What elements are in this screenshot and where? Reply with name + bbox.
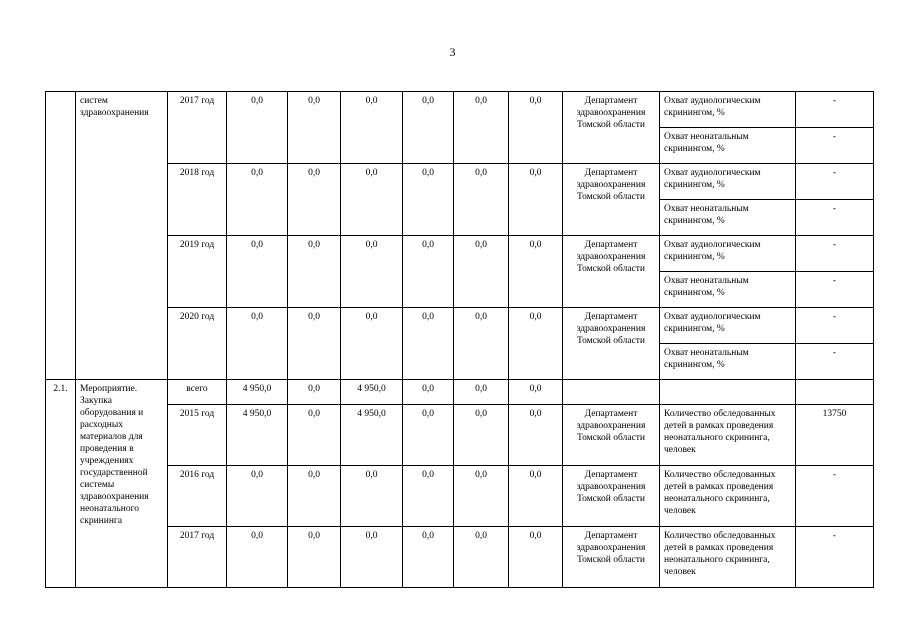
year-cell: 2017 год: [168, 527, 227, 588]
indicator-value-cell: -: [796, 128, 874, 164]
value-cell: 0,0: [227, 308, 288, 380]
page-number: 3: [449, 45, 456, 59]
value-cell: 0,0: [288, 164, 341, 236]
department-cell: [563, 380, 660, 405]
indicator-name-cell: Количество обследованных детей в рамках проведения неонатального скрининга, человек: [660, 405, 796, 466]
row-number-cell: 2.1.: [46, 380, 76, 588]
value-cell: 0,0: [288, 380, 341, 405]
indicator-value-cell: [796, 380, 874, 405]
indicator-value-cell: -: [796, 272, 874, 308]
value-cell: 0,0: [509, 236, 563, 308]
indicator-value-cell: -: [796, 527, 874, 588]
value-cell: 0,0: [454, 527, 509, 588]
value-cell: 0,0: [454, 92, 509, 164]
row-number-cell: [46, 92, 76, 380]
value-cell: 0,0: [509, 380, 563, 405]
value-cell: 0,0: [403, 92, 454, 164]
year-cell: 2016 год: [168, 466, 227, 527]
value-cell: 0,0: [341, 92, 403, 164]
indicator-name-cell: Количество обследованных детей в рамках проведения неонатального скрининга, человек: [660, 527, 796, 588]
year-cell: 2019 год: [168, 236, 227, 308]
year-cell: 2020 год: [168, 308, 227, 380]
value-cell: 0,0: [454, 236, 509, 308]
value-cell: 0,0: [509, 92, 563, 164]
indicator-value-cell: -: [796, 200, 874, 236]
indicator-name-cell: Охват аудиологическим скринингом, %: [660, 308, 796, 344]
value-cell: 4 950,0: [227, 405, 288, 466]
indicator-value-cell: -: [796, 236, 874, 272]
year-cell: всего: [168, 380, 227, 405]
value-cell: 0,0: [227, 236, 288, 308]
value-cell: 0,0: [288, 527, 341, 588]
value-cell: 0,0: [403, 164, 454, 236]
value-cell: 0,0: [341, 466, 403, 527]
table-row: [46, 236, 874, 272]
value-cell: 0,0: [509, 405, 563, 466]
table-row: [46, 308, 874, 344]
indicator-name-cell: Охват аудиологическим скринингом, %: [660, 92, 796, 128]
department-cell: Департамент здравоохранения Томской области: [563, 527, 660, 588]
value-cell: 0,0: [288, 405, 341, 466]
value-cell: 0,0: [403, 236, 454, 308]
table-row: [46, 164, 874, 200]
department-cell: Департамент здравоохранения Томской области: [563, 92, 660, 164]
year-cell: 2017 год: [168, 92, 227, 164]
value-cell: 0,0: [403, 466, 454, 527]
value-cell: 0,0: [227, 92, 288, 164]
indicator-name-cell: Охват неонатальным скринингом, %: [660, 344, 796, 380]
indicator-name-cell: [660, 380, 796, 405]
department-cell: Департамент здравоохранения Томской области: [563, 308, 660, 380]
value-cell: 4 950,0: [341, 380, 403, 405]
program-table: [45, 91, 874, 588]
table-row: [46, 527, 874, 588]
year-cell: 2018 год: [168, 164, 227, 236]
activity-name-cell: Мероприятие. Закупка оборудования и расходных материалов для проведения в учреждениях государственной системы здравоохранения неонатального скрининга: [76, 380, 168, 588]
indicator-name-cell: Охват неонатальным скринингом, %: [660, 272, 796, 308]
indicator-name-cell: Охват аудиологическим скринингом, %: [660, 236, 796, 272]
value-cell: 0,0: [341, 236, 403, 308]
value-cell: 0,0: [403, 380, 454, 405]
table-row: [46, 405, 874, 466]
value-cell: 0,0: [509, 527, 563, 588]
indicator-value-cell: 13750: [796, 405, 874, 466]
value-cell: 0,0: [227, 164, 288, 236]
value-cell: 0,0: [288, 308, 341, 380]
indicator-value-cell: -: [796, 308, 874, 344]
department-cell: Департамент здравоохранения Томской области: [563, 466, 660, 527]
indicator-value-cell: -: [796, 92, 874, 128]
indicator-name-cell: Охват неонатальным скринингом, %: [660, 128, 796, 164]
value-cell: 0,0: [403, 527, 454, 588]
value-cell: 0,0: [403, 405, 454, 466]
indicator-value-cell: -: [796, 164, 874, 200]
indicator-value-cell: -: [796, 344, 874, 380]
indicator-name-cell: Охват аудиологическим скринингом, %: [660, 164, 796, 200]
table-row: [46, 92, 874, 128]
value-cell: 0,0: [288, 236, 341, 308]
department-cell: Департамент здравоохранения Томской области: [563, 236, 660, 308]
value-cell: 0,0: [454, 405, 509, 466]
value-cell: 0,0: [288, 92, 341, 164]
value-cell: 0,0: [509, 466, 563, 527]
value-cell: 0,0: [454, 466, 509, 527]
value-cell: 0,0: [454, 308, 509, 380]
value-cell: 0,0: [341, 308, 403, 380]
value-cell: 0,0: [454, 164, 509, 236]
indicator-name-cell: Количество обследованных детей в рамках проведения неонатального скрининга, человек: [660, 466, 796, 527]
department-cell: Департамент здравоохранения Томской области: [563, 164, 660, 236]
value-cell: 0,0: [509, 308, 563, 380]
value-cell: 0,0: [341, 164, 403, 236]
value-cell: 0,0: [288, 466, 341, 527]
value-cell: 0,0: [454, 380, 509, 405]
value-cell: 4 950,0: [227, 380, 288, 405]
department-cell: Департамент здравоохранения Томской области: [563, 405, 660, 466]
year-cell: 2015 год: [168, 405, 227, 466]
table-row: [46, 380, 874, 405]
value-cell: 0,0: [509, 164, 563, 236]
value-cell: 4 950,0: [341, 405, 403, 466]
table-row: [46, 466, 874, 527]
indicator-value-cell: -: [796, 466, 874, 527]
value-cell: 0,0: [341, 527, 403, 588]
value-cell: 0,0: [227, 527, 288, 588]
program-name-cell: систем здравоохранения: [76, 92, 168, 380]
indicator-name-cell: Охват неонатальным скринингом, %: [660, 200, 796, 236]
value-cell: 0,0: [227, 466, 288, 527]
value-cell: 0,0: [403, 308, 454, 380]
